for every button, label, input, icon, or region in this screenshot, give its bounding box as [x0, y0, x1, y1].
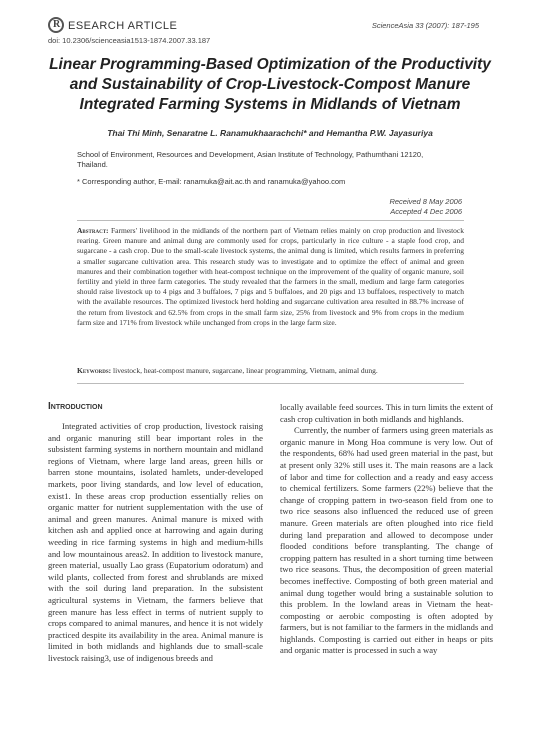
- keywords-label: Keywords:: [77, 366, 112, 375]
- abstract-text: Farmers' livelihood in the midlands of the northern part of Vietnam relies mainly on crop production and livestock rearing. Green manure and animal dung are commonly used for crops, particularly in rice culture - a staple food crop, and sugarcane - a cash crop. Due to the small-scale livestock systems, the animal dung is limited, which results farmers in preferring a smaller sugarcane cultivation area. This research study was to investigate and to optimize the effect of animal and green manures and their combination together with heat-compost technique on the improvement of the quality of organic manure, soil fertility and yield in three farm categories. The study revealed that the farmers in the small, medium and large farm categories should raise livestock up to 4 pigs and 3 buffaloes, 7 pigs and 5 buffaloes, and 20 pigs and 13 buffaloes, respectively to match with the available resources. The optimized livestock herd holding and sugarcane cultivation area resulted in 88.7% increase of the return from livestock and 62.5% from crops in the small farm size, 25% from livestock and 9% from crops in the medium farm size and 171% from livestock while unchanged from crops in the large farm size.: [77, 226, 464, 327]
- body-column-right: [280, 402, 493, 657]
- affiliation: [77, 150, 467, 170]
- logo-letter: R: [53, 19, 61, 30]
- accepted-date: Accepted 4 Dec 2006: [390, 207, 462, 216]
- journal-citation: ScienceAsia 33 (2007): 187-195: [371, 21, 479, 30]
- abstract: [77, 226, 464, 328]
- abstract-bottom-rule: [77, 383, 464, 384]
- author-list: Thai Thi Minh, Senaratne L. Ranamukhaarachchi* and Hemantha P.W. Jayasuriya: [107, 128, 433, 138]
- title-line-3: Integrated Farming Systems in Midlands of Vietnam: [79, 96, 461, 113]
- title-line-2: and Sustainability of Crop-Livestock-Compost Manure: [69, 76, 471, 93]
- intro-paragraph-2: Currently, the number of farmers using green materials as organic manure in Mong Hoa commune is very low. Out of the respondents, 68% had used green material in the past, but at present only 32% still uses it. The main reasons are a lack of labor and time for collection and a ready and easy access to chemical fertilizers. Some farmers (22%) believe that the change of cropping pattern in two-season field from one to two rice seasons also influenced the reduced use of green manure. Green materials are often ploughed into rice field during land preparation and allowed to decompose under flooded conditions before transplanting. The change of cropping pattern has resulted in a short turning time between two rice seasons. Thus, the decomposition of green material becomes ineffective. Composting of both green material and animal dung together would bring a sustainable solution to this problem. In the lowland areas in Vietnam the heat-composting or aerobic composting is often adopted by farmers, but is not familiar to the farmers in the midlands and highlands. Composting is carried out either in heaps or pits and organic matter is processed in such a way: [280, 425, 493, 656]
- received-date: Received 8 May 2006: [389, 197, 462, 206]
- abstract-top-rule: [77, 220, 464, 221]
- doi-text: doi: 10.2306/scienceasia1513-1874.2007.33.187: [48, 36, 211, 45]
- intro-paragraph-1: Integrated activities of crop production, livestock raising and organic manuring still bear important roles in the subsistent farming systems in northern mountain and midland regions of Vietnam, where large land areas, green hills or barren stone mountains, isolated hamlets, under-developed markets, poor living standards, and low level of education, exist1. In these areas crop production essentially relies on organic matter for nutrient supplementation with the use of animal and green manures. Animal manure is mixed with kitchen ash and applied once at harrowing and again during weeding in rice farming systems in high and medium-hills and low mountainous areas2. In addition to livestock manure, green material, usually Lao grass (Eupatorium odoratum) and wild plants, collected from forest and shrublands are mixed with the soil during land preparation. In the subsistent agricultural systems in Vietnam, the farmers believe that green manure has less effect in terms of nutrient supply to crops compared to animal manures, and hence it is not widely practiced despite its availability in the area. Animal manure is limited in both midlands and highlands due to small-scale livestock raising3, use of indigenous breeds and: [48, 421, 263, 663]
- keywords: [77, 366, 464, 375]
- intro-paragraph-continued: locally available feed sources. This in turn limits the extent of cash crop cultivation in both midlands and highlands.: [280, 402, 493, 424]
- affiliation-line-1: School of Environment, Resources and Development, Asian Institute of Technology, Pathumthani 12120,: [77, 150, 424, 159]
- affiliation-line-2: Thailand.: [77, 160, 108, 169]
- section-heading-introduction: Introduction: [48, 401, 103, 412]
- corresponding-author: * Corresponding author, E-mail: ranamuka@ait.ac.th and ranamuka@yahoo.com: [77, 177, 346, 186]
- article-type-label: ESEARCH ARTICLE: [68, 20, 178, 32]
- abstract-label: Abstract:: [77, 226, 109, 235]
- body-column-left: [48, 421, 263, 664]
- title-line-1: Linear Programming-Based Optimization of the Productivity: [49, 56, 491, 73]
- paper-title: [45, 55, 495, 115]
- keywords-text: livestock, heat-compost manure, sugarcane, linear programming, Vietnam, animal dung.: [113, 366, 378, 375]
